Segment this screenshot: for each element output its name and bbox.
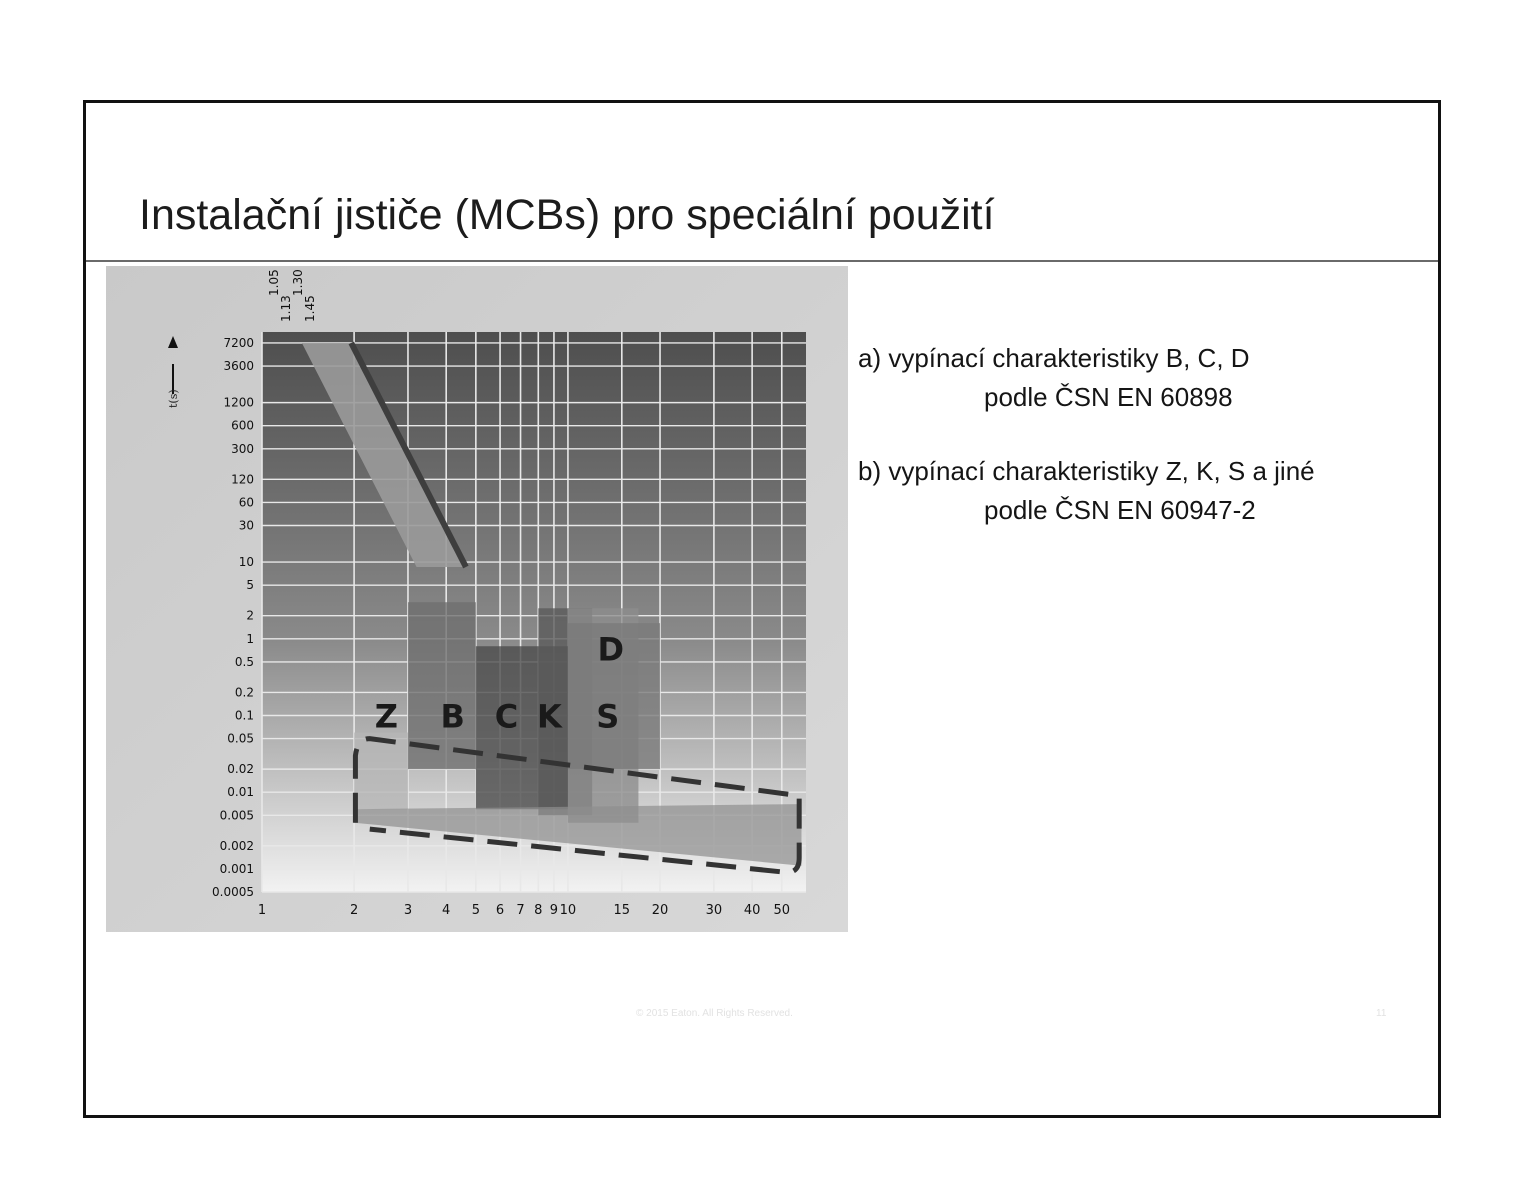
x-tick-label: 1: [257, 903, 267, 918]
footer-page-number: 11: [1376, 1008, 1387, 1019]
x-tick-label: 4: [442, 903, 451, 918]
x-tick-label: 6: [495, 903, 505, 918]
note-a: [858, 339, 1438, 417]
series-label-d: D: [597, 630, 625, 669]
note-b: [858, 452, 1438, 530]
slide-title: Instalační jističe (MCBs) pro speciální použití: [139, 191, 995, 239]
slide: [83, 100, 1441, 1118]
y-tick-label: 1200: [223, 395, 254, 410]
series-label-k: K: [537, 697, 562, 736]
y-tick-label: 0.002: [219, 838, 254, 853]
trip-characteristics-chart: [106, 266, 848, 932]
y-tick-label: 0.001: [219, 861, 254, 876]
series-label-b: B: [440, 697, 465, 736]
y-tick-label: 0.1: [234, 708, 254, 723]
series-label-s: S: [596, 697, 620, 736]
x-tick-label: 7: [516, 903, 525, 918]
series-label-c: C: [494, 697, 519, 736]
band-z: [354, 733, 408, 810]
y-tick-label: 30: [238, 518, 254, 533]
note-b-line1: b) vypínací charakteristiky Z, K, S a jiné: [858, 456, 1315, 486]
series-label-z: Z: [374, 697, 398, 736]
top-marker: 1.45: [303, 295, 317, 322]
x-tick-label: 40: [743, 903, 761, 918]
y-tick-label: 0.0005: [212, 885, 254, 899]
y-tick-label: 0.01: [227, 785, 254, 800]
y-axis-label: t(s): [167, 389, 180, 408]
y-tick-label: 0.005: [219, 808, 254, 823]
y-tick-label: 10: [238, 555, 254, 570]
x-tick-label: 10: [559, 903, 577, 918]
y-tick-label: 0.5: [234, 654, 254, 669]
title-divider: [86, 260, 1438, 262]
top-marker: 1.05: [267, 269, 281, 296]
x-tick-label: 2: [349, 903, 359, 918]
note-a-line1: a) vypínací charakteristiky B, C, D: [858, 343, 1250, 373]
y-tick-label: 0.2: [234, 685, 254, 700]
x-tick-label: 30: [705, 903, 723, 918]
y-tick-label: 0.05: [227, 731, 254, 746]
y-tick-label: 120: [231, 472, 254, 487]
notes: [858, 339, 1438, 565]
top-marker: 1.30: [291, 269, 305, 296]
y-tick-label: 300: [231, 441, 254, 456]
note-b-line2: podle ČSN EN 60947-2: [984, 495, 1256, 525]
y-tick-label: 3600: [223, 359, 254, 374]
x-tick-label: 3: [403, 903, 413, 918]
x-tick-label: 15: [613, 903, 631, 918]
footer-copyright: © 2015 Eaton. All Rights Reserved.: [636, 1008, 793, 1019]
x-tick-label: 20: [651, 903, 669, 918]
y-tick-label: 2: [246, 608, 254, 623]
y-tick-label: 1: [246, 631, 254, 646]
y-tick-label: 0.02: [227, 762, 254, 777]
y-tick-label: 7200: [223, 335, 254, 350]
x-tick-label: 8: [534, 903, 543, 918]
y-tick-label: 5: [246, 578, 254, 593]
note-a-line2: podle ČSN EN 60898: [984, 382, 1233, 412]
y-tick-label: 60: [238, 495, 254, 510]
x-tick-label: 9: [549, 903, 559, 918]
x-tick-label: 5: [471, 903, 480, 918]
top-marker: 1.13: [279, 295, 293, 322]
x-tick-label: 50: [773, 903, 791, 918]
chart-svg: [106, 266, 848, 932]
y-tick-label: 600: [231, 418, 254, 433]
